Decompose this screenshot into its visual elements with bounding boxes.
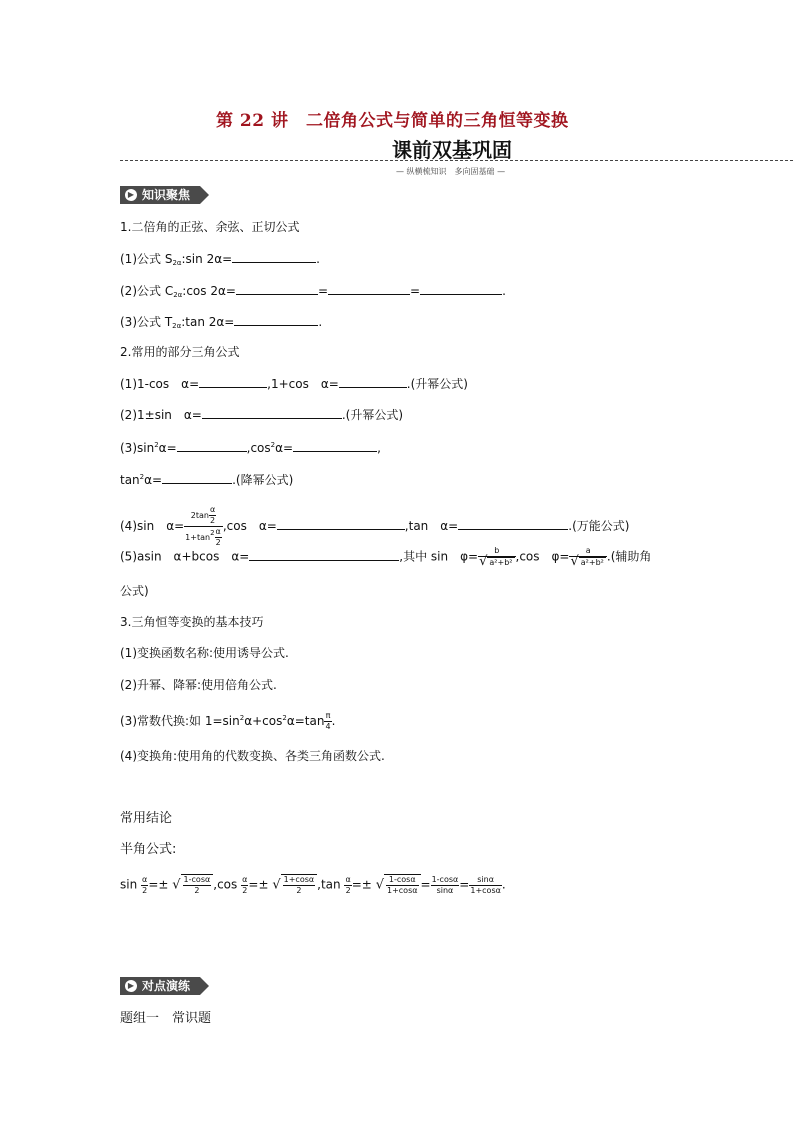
formula-lower-2: $\tan^2\alpha=$ .(降幂公式) (120, 473, 294, 487)
formula-t2a: (3)公式 $T_{2\alpha}:\tan$ 2α= . (120, 315, 323, 330)
answer-blank (293, 439, 377, 452)
header-divider (120, 160, 793, 161)
formula-auxiliary: (5)asin α+bcos α= ,其中 sin φ= $\frac{b}{\text{√ a²+b²}}$ ,cos φ= $\frac{a}{\text{√ a²+b²}}$ .(辅助角 (120, 546, 652, 569)
answer-blank (249, 548, 399, 561)
tip-2: (2)升幂、降幂:使用倍角公式. (120, 678, 277, 692)
answer-blank (339, 375, 407, 388)
practice-badge-label: 对点演练 (142, 979, 191, 993)
tip-3: (3)常数代换:如 $1=\sin^2\alpha+\cos^2\alpha=\tan$ $\frac{\pi}{4}$ . (120, 711, 336, 731)
formula-raise-2: (2)1±sin α= .(升幂公式) (120, 408, 404, 422)
half-angle-heading: 半角公式: (120, 842, 177, 857)
conclusion-heading: 常用结论 (120, 811, 173, 826)
s1-heading: 1.二倍角的正弦、余弦、正切公式 (120, 220, 300, 234)
tip-1: (1)变换函数名称:使用诱导公式. (120, 646, 289, 660)
formula-c2a: (2)公式 $C_{2\alpha}:\cos$ 2α= = = . (120, 284, 506, 299)
knowledge-badge-label: 知识聚焦 (142, 188, 191, 202)
lesson-title: 第 22 讲 二倍角公式与简单的三角恒等变换 (216, 111, 569, 131)
formula-lower-1: $(3)\sin^2\alpha= ,\cos^2\alpha=$ , (120, 441, 381, 455)
answer-blank (420, 282, 502, 295)
formula-auxiliary-cont: 公式) (120, 584, 149, 598)
answer-blank (177, 439, 247, 452)
formula-raise-1: (1)1-cos α= ,1+cos α= .(升幂公式) (120, 377, 468, 391)
answer-blank (234, 313, 318, 326)
practice-badge (120, 977, 200, 995)
play-icon: ▶ (125, 189, 137, 201)
fraction: $\frac{b}{\text{√ a²+b²}}$ (478, 546, 515, 568)
tip-4: (4)变换角:使用角的代数变换、各类三角函数公式. (120, 749, 385, 763)
formula-universal: (4)sin α= 2tan $\frac{\alpha}{2}$ $1+\tan^2$ $\frac{\alpha}{2}$ ,cos α= ,tan α= .(万能公式) (120, 505, 630, 547)
knowledge-badge (120, 186, 200, 204)
answer-blank (232, 250, 316, 263)
answer-blank (277, 517, 405, 530)
s2-heading: 2.常用的部分三角公式 (120, 345, 240, 359)
fraction: $\frac{a}{\text{√ a²+b²}}$ (569, 546, 606, 568)
play-icon: ▶ (125, 980, 137, 992)
problem-group-title: 题组一 常识题 (120, 1011, 212, 1026)
fraction: 2tan $\frac{\alpha}{2}$ $1+\tan^2$ $\frac{\alpha}{2}$ (185, 505, 221, 547)
section-subtitle: 课前双基巩固 (392, 138, 512, 162)
answer-blank (458, 517, 568, 530)
s3-heading: 3.三角恒等变换的基本技巧 (120, 615, 264, 629)
answer-blank (328, 282, 410, 295)
half-angle-formula: sin $\frac{\alpha}{2}$ =± √ $\frac{1-\cos\alpha}{2}$ ,cos $\frac{\alpha}{2}$ =± √ $\frac{1+\cos\alpha}{2}$ ,tan $\frac{\alpha}{2}$ =± √ $\frac{1-\cos\alpha}{1+\cos\alpha}$ = $\frac{1-\cos\alpha}{\sin\alpha}$ = $\frac{\sin\alpha}{1+\cos\alpha}$ . (120, 874, 506, 895)
fraction: $\frac{\pi}{4}$ (325, 711, 331, 731)
answer-blank (236, 282, 318, 295)
formula-s2a: (1)公式 $S_{2\alpha}:\sin$ 2α= . (120, 252, 320, 267)
answer-blank (162, 471, 232, 484)
section-tagline: — 纵横梳知识 多向固基础 — (396, 167, 506, 176)
answer-blank (199, 375, 267, 388)
answer-blank (202, 406, 342, 419)
